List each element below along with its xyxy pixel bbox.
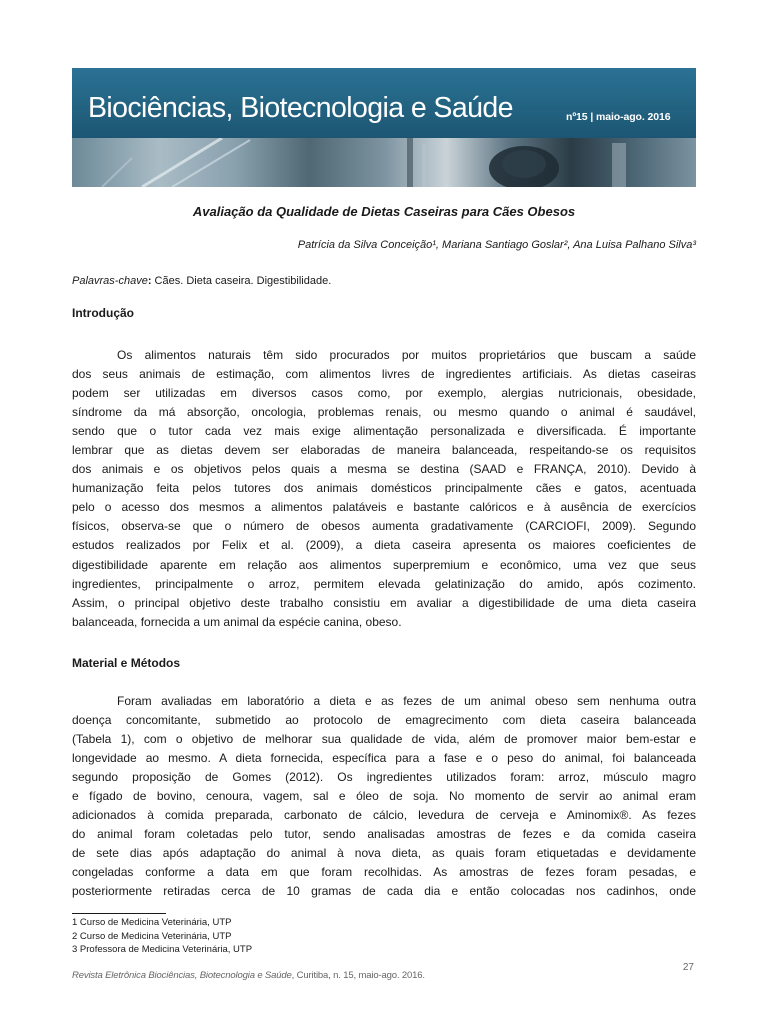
footer-journal-name: Revista Eletrônica Biociências, Biotecnologia e Saúde xyxy=(72,970,292,981)
journal-issue: nº15 | maio-ago. 2016 xyxy=(566,111,671,123)
paragraph-line: Foram avaliadas em laboratório a dieta e as fezes de um animal obeso sem nenhuma outra xyxy=(117,694,696,708)
paragraph-line: humanização feita pelos tutores dos animais domésticos principalmente cães e gatos, acentuada xyxy=(72,481,696,496)
banner-photo-image xyxy=(72,138,696,187)
paragraph-line: congeladas conforme a data em que foram recolhidas. As amostras de fezes foram pesadas, e xyxy=(72,865,696,880)
paragraph-line: Os alimentos naturais têm sido procurados por muitos proprietários que buscam a saúde xyxy=(117,348,696,362)
paragraph-line: físicos, observa-se que o número de obesos aumenta gradativamente (CARCIOFI, 2009). Segundo xyxy=(72,519,696,534)
journal-title: Biociências, Biotecnologia e Saúde xyxy=(88,92,513,124)
paragraph-material-metodos xyxy=(72,692,696,902)
paragraph-line: estudos realizados por Felix et al. (2009), a dieta caseira apresenta os maiores coeficientes de xyxy=(72,538,696,553)
footnote-item: 3 Professora de Medicina Veterinária, UTP xyxy=(72,944,253,955)
section-heading-material-metodos: Material e Métodos xyxy=(72,656,181,670)
footnote-item: 2 Curso de Medicina Veterinária, UTP xyxy=(72,930,232,942)
banner-photo-strip xyxy=(72,138,696,187)
keywords-colon: : xyxy=(147,275,152,287)
page-number: 27 xyxy=(682,962,694,973)
paragraph-line: do animal foram coletadas pelo tutor, sendo analisadas amostras de fezes e da comida caseira xyxy=(72,827,696,842)
paragraph-line: de sete dias após adaptação do animal à nova dieta, as quais foram etiquetadas e devidamente xyxy=(72,846,696,861)
paragraph-line: balanceada, fornecida a um animal da espécie canina, obeso. xyxy=(72,614,402,629)
paragraph-line: podem ser utilizadas em diversos casos como, por exemplo, alergias nutricionais, obesidade, xyxy=(72,386,696,401)
paragraph-line: digestibilidade aparente em relação aos alimentos superpremium e econômico, uma vez que seus xyxy=(72,557,696,572)
paragraph-line: longevidade ao mesmo. A dieta fornecida, específica para a fase e o peso do animal, foi balanceada xyxy=(72,751,696,766)
paragraph-line: adicionados à comida preparada, carbonato de cálcio, levedura de cerveja e Aminomix®. As fezes xyxy=(72,808,696,823)
page-footer xyxy=(72,970,425,981)
paragraph-line: síndrome da má absorção, oncologia, problemas renais, ou mesmo quando o animal é saudável, xyxy=(72,405,696,420)
paragraph-line: doença concomitante, submetido ao protocolo de emagrecimento com dieta caseira balanceada xyxy=(72,713,696,728)
authors-line: Patrícia da Silva Conceição¹, Mariana Santiago Goslar², Ana Luisa Palhano Silva³ xyxy=(297,239,696,251)
footnotes xyxy=(72,916,252,957)
article-title: Avaliação da Qualidade de Dietas Caseiras para Cães Obesos xyxy=(192,204,576,219)
paragraph-introducao xyxy=(72,346,696,632)
paragraph-line: segundo proposição de Gomes (2012). Os ingredientes utilizados foram: arroz, músculo magro xyxy=(72,770,696,785)
paragraph-line: dos seus animais de estimação, com alimentos livres de ingredientes artificiais. As dietas caseiras xyxy=(72,367,696,382)
paragraph-line: Assim, o principal objetivo deste trabalho consistiu em avaliar a digestibilidade de uma dieta caseira xyxy=(72,595,696,610)
keywords-text: Cães. Dieta caseira. Digestibilidade. xyxy=(151,275,332,287)
keywords-label: Palavras-chave xyxy=(72,275,148,287)
footer-citation: , Curitiba, n. 15, maio-ago. 2016. xyxy=(291,970,425,981)
paragraph-line: posteriormente retiradas cerca de 10 gramas de cada dia e então colocadas nos cadinhos, onde xyxy=(72,884,696,899)
paragraph-line: e fígado de bovino, cenoura, vagem, sal e óleo de soja. No momento de servir ao animal eram xyxy=(72,789,696,804)
footnote-item: 1 Curso de Medicina Veterinária, UTP xyxy=(72,917,232,928)
paragraph-line: dos animais e os objetivos pelos quais a mesma se destina (SAAD e FRANÇA, 2010). Devido à xyxy=(72,462,696,477)
paragraph-line: pelo o acesso dos mesmos a alimentos palatáveis e bastante calóricos e à ausência de exercícios xyxy=(72,500,696,515)
paragraph-line: ingredientes, principalmente o arroz, permitem elevada gelatinização do amido, após cozimento. xyxy=(72,576,696,591)
paragraph-line: (Tabela 1), com o objetivo de melhorar sua qualidade de vida, além de promover maior bem-estar e xyxy=(72,732,696,747)
paragraph-line: lembrar que as dietas devem ser elaboradas de maneira balanceada, respeitando-se os requisitos xyxy=(72,443,696,458)
section-heading-introducao: Introdução xyxy=(72,306,134,320)
keywords-line xyxy=(72,275,331,287)
paragraph-line: sendo que o tutor cada vez mais exige alimentação personalizada e diversificada. É importante xyxy=(72,424,696,439)
journal-banner xyxy=(72,68,696,187)
footnote-separator xyxy=(72,913,166,914)
